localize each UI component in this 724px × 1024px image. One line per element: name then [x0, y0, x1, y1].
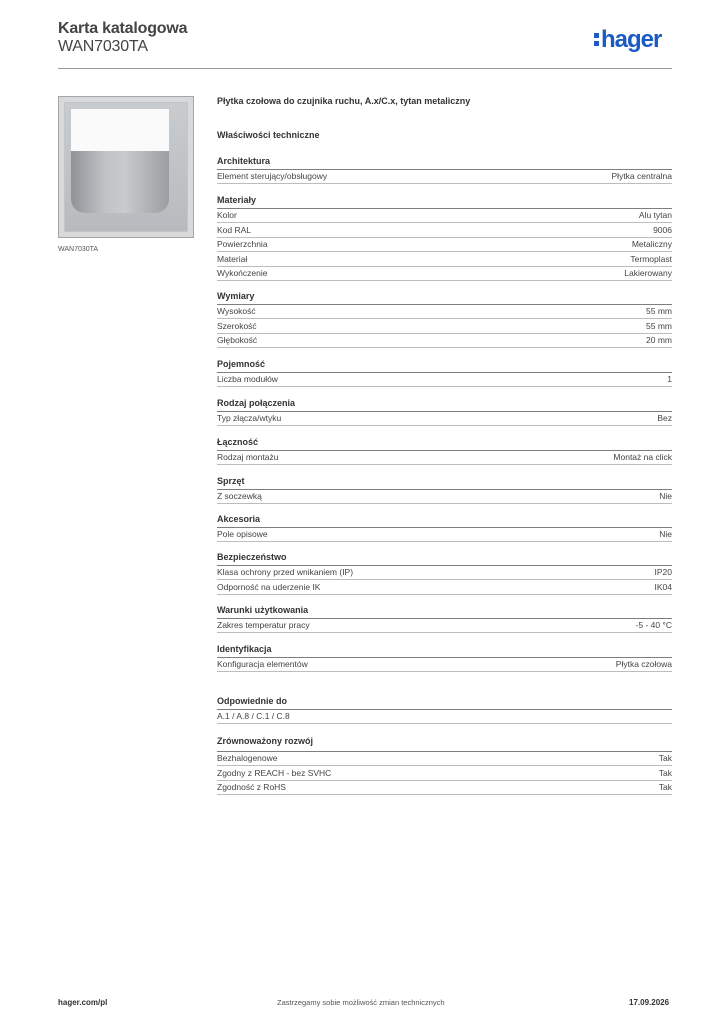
property-label: Materiał — [217, 253, 248, 264]
product-code: WAN7030TA — [58, 38, 148, 55]
header-divider — [58, 68, 672, 69]
property-label: Typ złącza/wtyku — [217, 413, 282, 423]
footer-disclaimer: Zastrzegamy sobie możliwość zmian technicznych — [277, 998, 445, 1007]
property-label: Z soczewką — [217, 491, 262, 501]
section-title: Akcesoria — [217, 514, 261, 524]
footer-date: 17.09.2026 — [629, 998, 670, 1007]
property-value: Termoplast — [630, 253, 672, 264]
property-value: Montaż na click — [613, 452, 672, 462]
property-row — [217, 253, 672, 267]
property-value: Nie — [659, 529, 672, 539]
property-value: IP20 — [654, 567, 672, 577]
section-title: Identyfikacja — [217, 644, 272, 654]
property-value: 55 mm — [646, 306, 672, 316]
property-row — [217, 528, 672, 542]
property-row — [217, 581, 672, 595]
property-label: Wykończenie — [217, 268, 268, 278]
logo-text: hager — [601, 26, 662, 53]
property-row — [217, 619, 672, 633]
property-row — [217, 373, 672, 387]
section-title: Bezpieczeństwo — [217, 552, 287, 562]
property-row — [217, 451, 672, 465]
property-value: IK04 — [654, 581, 672, 592]
section-title: Odpowiednie do — [217, 696, 287, 706]
brand-logo — [594, 28, 661, 52]
property-label: Pole opisowe — [217, 529, 268, 539]
properties-heading: Właściwości techniczne — [217, 130, 320, 140]
property-row — [217, 267, 672, 281]
product-description: Płytka czołowa do czujnika ruchu, A.x/C.x, tytan metaliczny — [217, 96, 471, 106]
property-value: Bez — [657, 413, 672, 423]
property-value: Metaliczny — [631, 239, 672, 249]
property-row — [217, 490, 672, 504]
property-label: Liczba modułów — [217, 374, 278, 384]
section-title: Warunki użytkowania — [217, 605, 309, 615]
property-row — [217, 658, 672, 672]
section-title: Zrównoważony rozwój — [217, 736, 313, 746]
property-value: Lakierowany — [624, 268, 672, 278]
property-label: Zgodny z REACH - bez SVHC — [217, 767, 332, 778]
section-title: Materiały — [217, 195, 257, 205]
property-label: Wysokość — [217, 306, 256, 316]
property-row — [217, 412, 672, 426]
property-row — [217, 305, 672, 319]
property-row — [217, 238, 672, 252]
property-value: Tak — [658, 753, 672, 763]
property-value: Tak — [658, 782, 672, 792]
property-row — [217, 767, 672, 781]
property-label: Bezhalogenowe — [217, 753, 278, 763]
property-row — [217, 334, 672, 348]
property-label: Rodzaj montażu — [217, 452, 279, 462]
product-image-body — [71, 151, 169, 213]
section-title: Pojemność — [217, 359, 266, 369]
property-value: 20 mm — [646, 335, 672, 345]
product-image — [58, 96, 194, 238]
property-row — [217, 710, 672, 724]
property-label: Zgodność z RoHS — [217, 782, 286, 792]
property-value: 9006 — [653, 224, 672, 235]
property-label: A.1 / A.8 / C.1 / C.8 — [217, 711, 290, 721]
property-row — [217, 320, 672, 334]
property-label: Klasa ochrony przed wnikaniem (IP) — [217, 567, 354, 577]
logo-colon-icon — [594, 31, 599, 47]
section-title: Rodzaj połączenia — [217, 398, 296, 408]
product-image-lens — [71, 109, 169, 151]
section-title: Wymiary — [217, 291, 255, 301]
section-title: Łączność — [217, 437, 259, 447]
property-row — [217, 566, 672, 580]
property-label: Kod RAL — [217, 224, 252, 235]
property-value: 55 mm — [646, 320, 672, 331]
property-label: Element sterujący/obsługowy — [217, 171, 328, 181]
section-title: Architektura — [217, 156, 271, 166]
section-title: Sprzęt — [217, 476, 245, 486]
property-value: 1 — [667, 374, 672, 384]
property-value: Nie — [659, 491, 672, 501]
property-row — [217, 752, 672, 766]
property-row — [217, 224, 672, 238]
page-title: Karta katalogowa — [58, 20, 188, 37]
property-value: Alu tytan — [638, 210, 672, 220]
product-image-caption: WAN7030TA — [58, 246, 99, 253]
property-row — [217, 170, 672, 184]
property-row — [217, 209, 672, 223]
property-label: Zakres temperatur pracy — [217, 620, 310, 630]
property-label: Kolor — [217, 210, 237, 220]
property-row — [217, 781, 672, 795]
property-label: Szerokość — [217, 320, 257, 331]
property-value: Płytka centralna — [611, 171, 672, 181]
footer-website-link[interactable]: hager.com/pl — [58, 998, 108, 1007]
property-label: Konfiguracja elementów — [217, 659, 308, 669]
property-label: Głębokość — [217, 335, 258, 345]
property-label: Odporność na uderzenie IK — [217, 581, 321, 592]
property-value: Płytka czołowa — [615, 659, 672, 669]
property-value: Tak — [658, 767, 672, 778]
property-value: -5 - 40 °C — [635, 620, 672, 630]
property-label: Powierzchnia — [217, 239, 268, 249]
